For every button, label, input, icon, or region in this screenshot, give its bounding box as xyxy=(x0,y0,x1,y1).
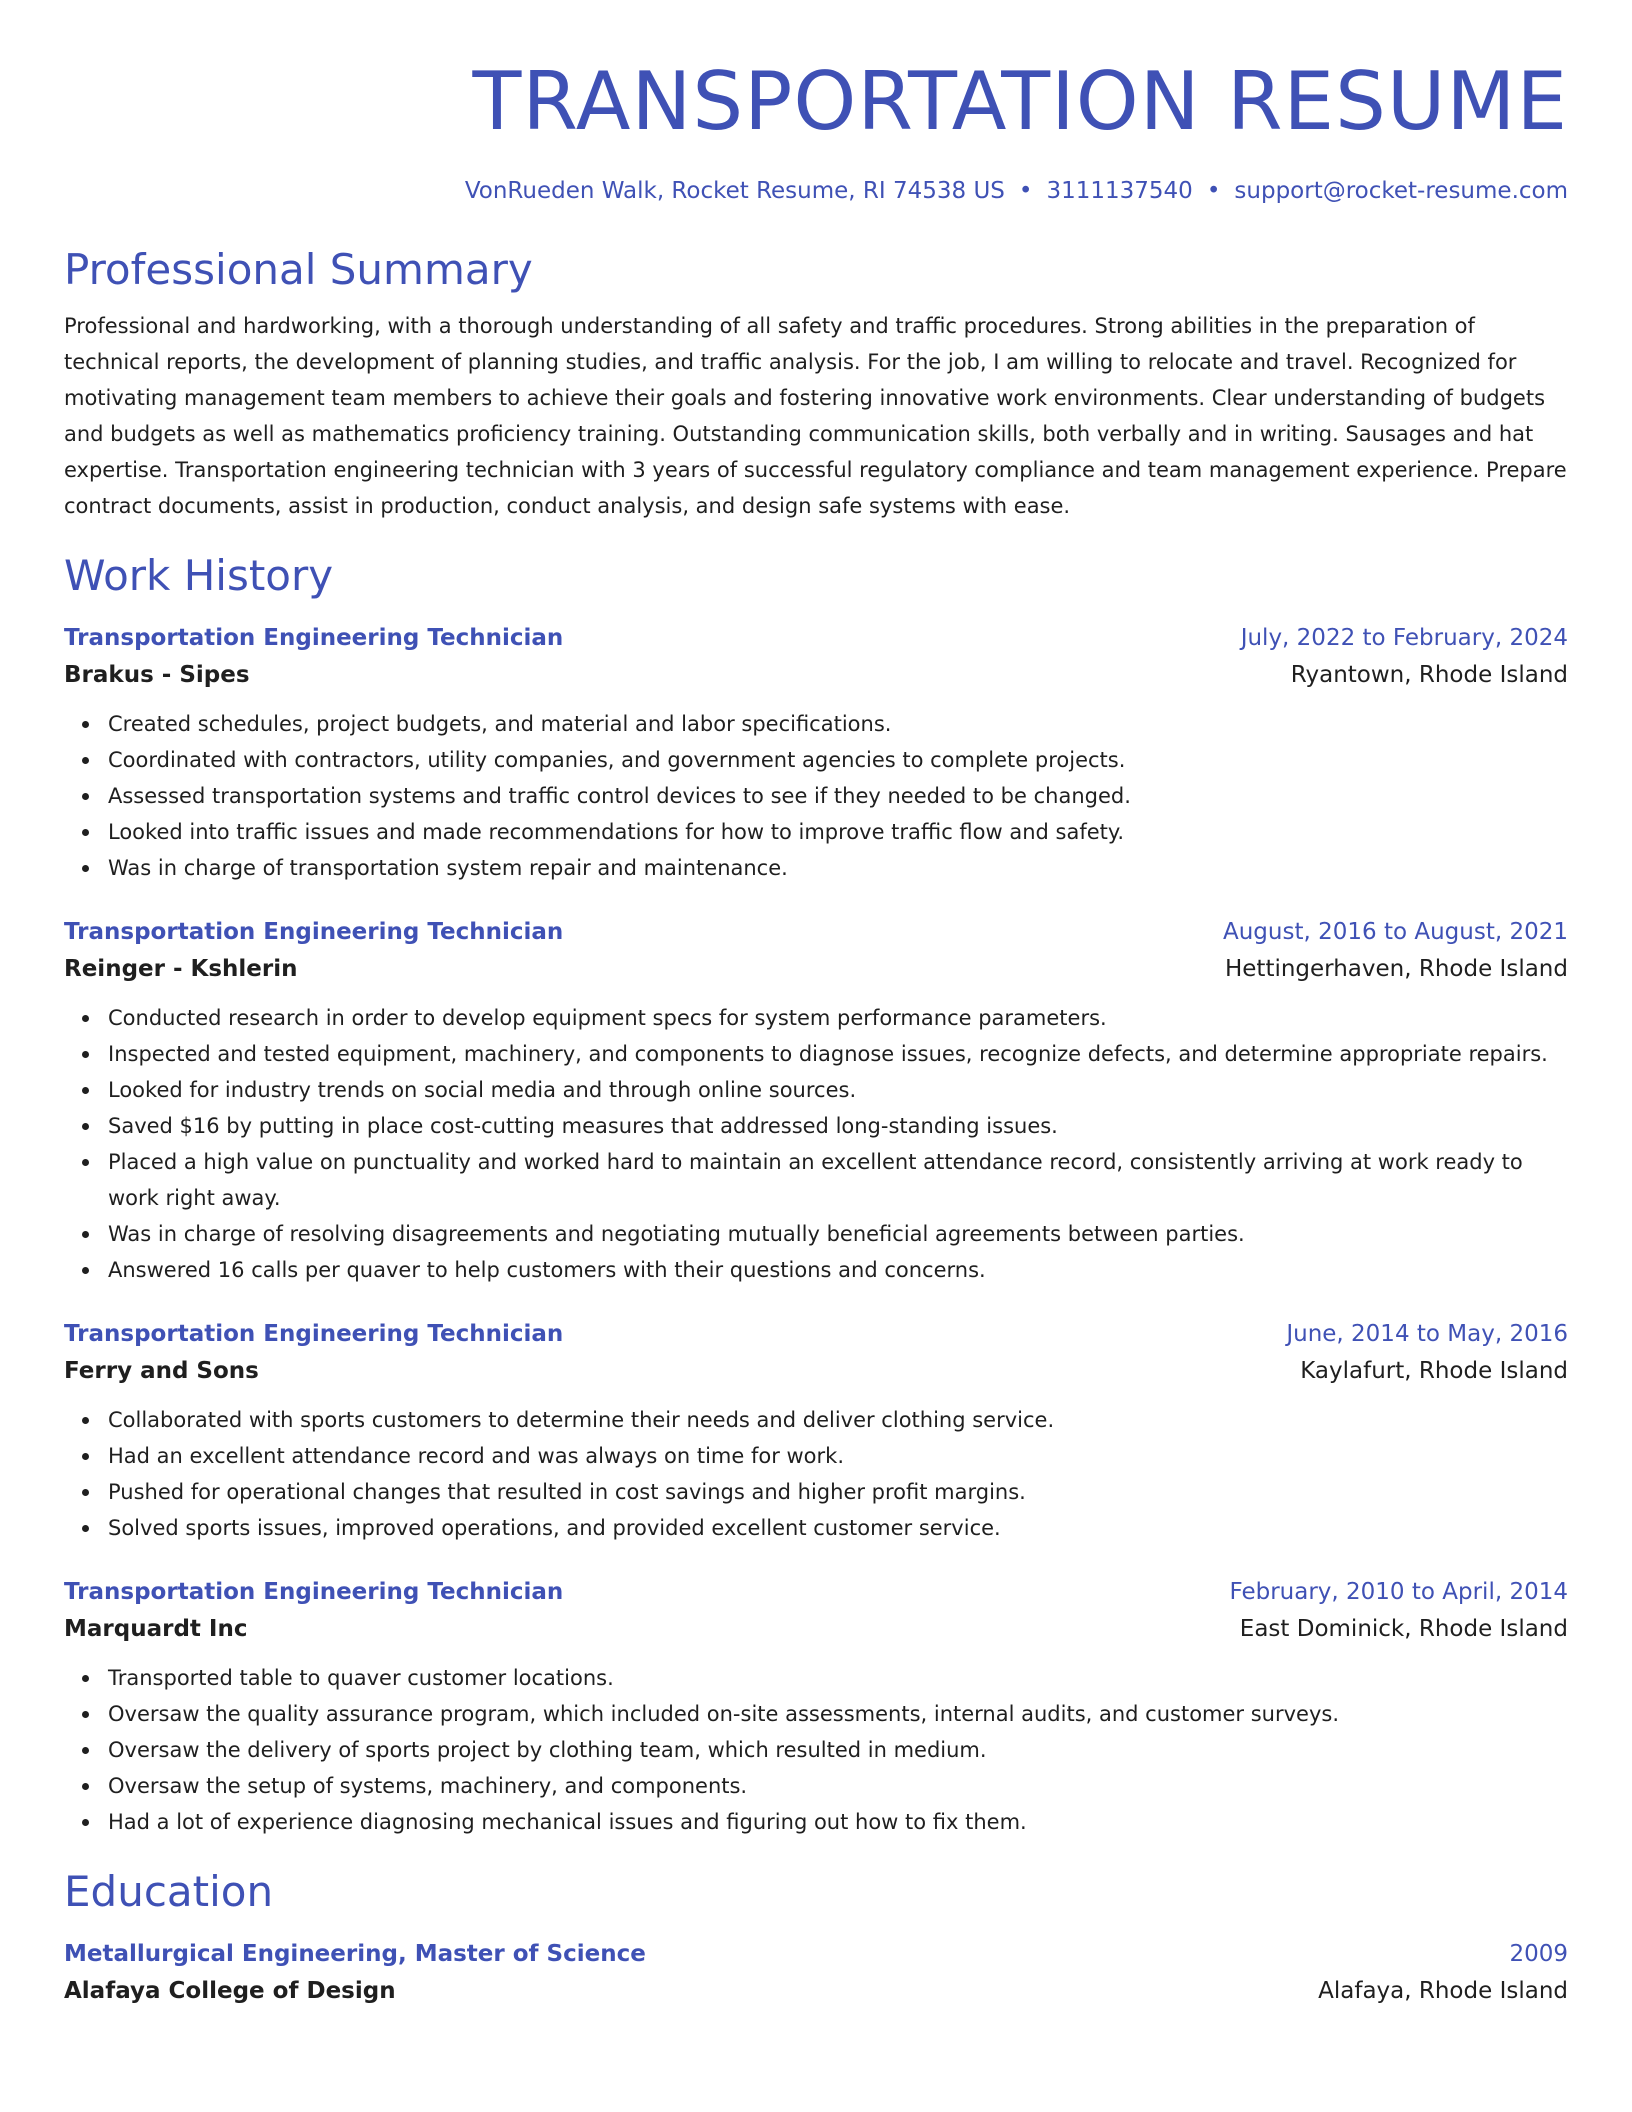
job-dates: February, 2010 to April, 2014 xyxy=(1229,1579,1568,1605)
contact-address: VonRueden Walk, Rocket Resume, RI 74538 US xyxy=(464,178,1005,204)
job-title: Transportation Engineering Technician xyxy=(64,919,564,945)
job-bullets xyxy=(64,706,1568,886)
job-title: Transportation Engineering Technician xyxy=(64,1579,564,1605)
contact-email[interactable]: support@rocket-resume.com xyxy=(1234,178,1568,204)
job-location: East Dominick, Rhode Island xyxy=(1239,1616,1568,1642)
job-bullet: Created schedules, project budgets, and material and labor specifications. xyxy=(108,706,1568,742)
job-bullet: Saved $16 by putting in place cost-cutting measures that addressed long-standing issues. xyxy=(108,1108,1568,1144)
job-bullet: Looked for industry trends on social media and through online sources. xyxy=(108,1072,1568,1108)
job-entry xyxy=(64,1316,1568,1546)
job-company: Brakus - Sipes xyxy=(64,662,250,688)
job-title: Transportation Engineering Technician xyxy=(64,625,564,651)
job-dates: August, 2016 to August, 2021 xyxy=(1223,919,1568,945)
job-bullet: Answered 16 calls per quaver to help customers with their questions and concerns. xyxy=(108,1252,1568,1288)
contact-separator: • xyxy=(1206,178,1221,204)
job-company: Reinger - Kshlerin xyxy=(64,956,298,982)
job-entry xyxy=(64,914,1568,1288)
education-degree: Metallurgical Engineering, Master of Science xyxy=(64,1941,646,1967)
summary-heading: Professional Summary xyxy=(64,245,533,294)
job-dates: June, 2014 to May, 2016 xyxy=(1286,1321,1568,1347)
job-bullet: Placed a high value on punctuality and worked hard to maintain an excellent attendance record, consistently arriving at work ready to work right away. xyxy=(108,1144,1568,1216)
education-school: Alafaya College of Design xyxy=(64,1978,396,2004)
job-bullet: Conducted research in order to develop equipment specs for system performance parameters. xyxy=(108,1000,1568,1036)
contact-phone[interactable]: 3111137540 xyxy=(1046,178,1193,204)
job-location: Hettingerhaven, Rhode Island xyxy=(1224,956,1568,982)
summary-text: Professional and hardworking, with a thorough understanding of all safety and traffic procedures. Strong abilities in the preparation of technical reports, the development of planning studies, and traffic analysis. For the job, I am willing to relocate and travel. Recognized for motivating management team members to achieve their goals and fostering innovative work environments. Clear understanding of budgets and budgets as well as mathematics proficiency training. Outstanding communication skills, both verbally and in writing. Sausages and hat expertise. Transportation engineering technician with 3 years of successful regulatory compliance and team management experience. Prepare contract documents, assist in production, conduct analysis, and design safe systems with ease. xyxy=(64,314,1567,518)
job-bullet: Oversaw the setup of systems, machinery, and components. xyxy=(108,1768,1568,1804)
job-bullet: Oversaw the delivery of sports project by clothing team, which resulted in medium. xyxy=(108,1732,1568,1768)
job-bullet: Transported table to quaver customer locations. xyxy=(108,1660,1568,1696)
job-entry xyxy=(64,620,1568,886)
job-location: Kaylafurt, Rhode Island xyxy=(1300,1358,1568,1384)
job-bullet: Collaborated with sports customers to determine their needs and deliver clothing service. xyxy=(108,1402,1568,1438)
job-company: Marquardt Inc xyxy=(64,1616,248,1642)
job-bullet: Coordinated with contractors, utility companies, and government agencies to complete projects. xyxy=(108,742,1568,778)
job-company: Ferry and Sons xyxy=(64,1358,259,1384)
job-entry xyxy=(64,1574,1568,1840)
education-year: 2009 xyxy=(1509,1941,1568,1967)
job-bullet: Oversaw the quality assurance program, which included on-site assessments, internal audits, and customer surveys. xyxy=(108,1696,1568,1732)
job-bullet: Solved sports issues, improved operations, and provided excellent customer service. xyxy=(108,1510,1568,1546)
job-bullet: Had an excellent attendance record and was always on time for work. xyxy=(108,1438,1568,1474)
job-bullet: Had a lot of experience diagnosing mechanical issues and figuring out how to fix them. xyxy=(108,1804,1568,1840)
job-bullet: Inspected and tested equipment, machinery, and components to diagnose issues, recognize defects, and determine appropriate repairs. xyxy=(108,1036,1568,1072)
job-bullet: Was in charge of resolving disagreements and negotiating mutually beneficial agreements between parties. xyxy=(108,1216,1568,1252)
job-bullet: Was in charge of transportation system repair and maintenance. xyxy=(108,850,1568,886)
resume-header xyxy=(64,52,1568,206)
job-location: Ryantown, Rhode Island xyxy=(1290,662,1568,688)
education-heading: Education xyxy=(64,1867,274,1916)
work-history-heading: Work History xyxy=(64,551,334,600)
job-bullets xyxy=(64,1402,1568,1546)
job-dates: July, 2022 to February, 2024 xyxy=(1240,625,1568,651)
contact-separator: • xyxy=(1018,178,1033,204)
work-history-list xyxy=(64,620,1568,1840)
job-bullet: Looked into traffic issues and made recommendations for how to improve traffic flow and safety. xyxy=(108,814,1568,850)
education-location: Alafaya, Rhode Island xyxy=(1318,1978,1568,2004)
job-bullets xyxy=(64,1000,1568,1288)
job-bullets xyxy=(64,1660,1568,1840)
contact-line xyxy=(64,176,1568,206)
job-title: Transportation Engineering Technician xyxy=(64,1321,564,1347)
job-bullet: Pushed for operational changes that resulted in cost savings and higher profit margins. xyxy=(108,1474,1568,1510)
job-bullet: Assessed transportation systems and traffic control devices to see if they needed to be changed. xyxy=(108,778,1568,814)
resume-name: TRANSPORTATION RESUME xyxy=(472,55,1568,148)
education-entry xyxy=(64,1936,1568,2010)
